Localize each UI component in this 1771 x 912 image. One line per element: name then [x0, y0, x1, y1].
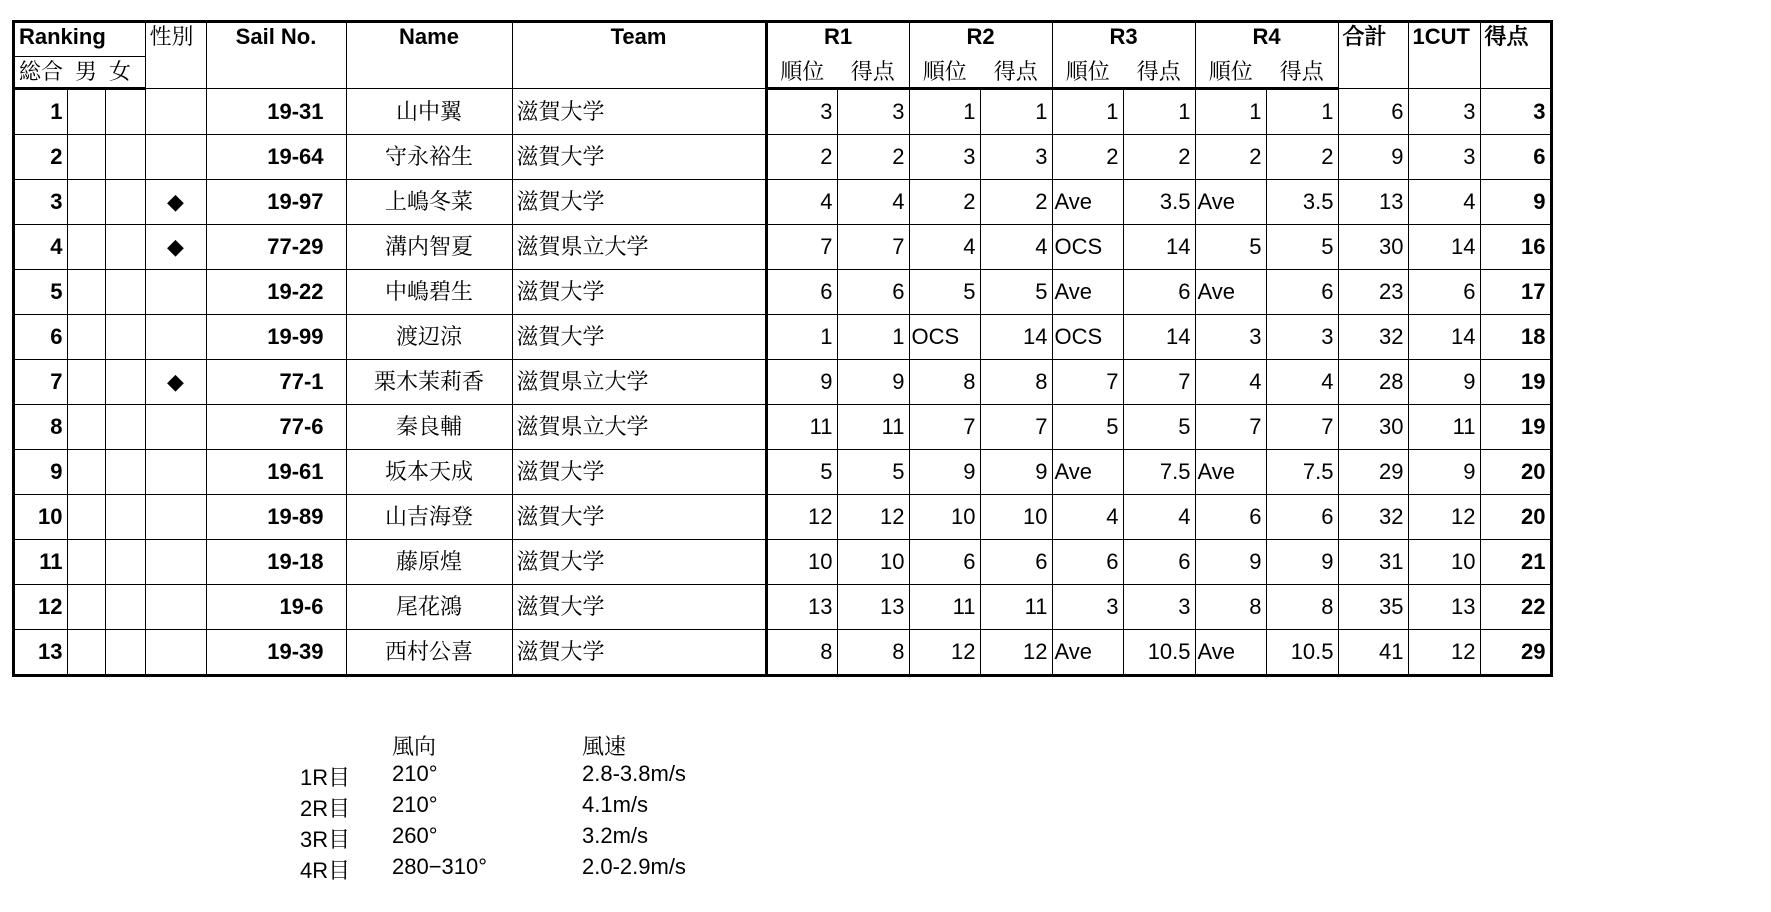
- female-marker-icon: ◆: [145, 360, 206, 405]
- r4-points: 10.5: [1266, 630, 1338, 676]
- total-points: 30: [1338, 225, 1408, 270]
- table-row: [14, 225, 1552, 270]
- r3-points: 4: [1123, 495, 1195, 540]
- female-rank: [105, 135, 145, 180]
- team-name: 滋賀県立大学: [512, 225, 766, 270]
- cut-points: 14: [1408, 315, 1480, 360]
- total-points: 41: [1338, 630, 1408, 676]
- r2-place: 2: [909, 180, 980, 225]
- female-rank: [105, 630, 145, 676]
- total-points: 32: [1338, 495, 1408, 540]
- wind-race-label: 4R目: [300, 858, 351, 883]
- header-r2-points: 得点: [980, 57, 1052, 89]
- r1-points: 10: [837, 540, 909, 585]
- net-score: 3: [1480, 89, 1551, 135]
- sail-number: 19-22: [206, 270, 346, 315]
- r3-place: 7: [1052, 360, 1123, 405]
- r3-place: Ave: [1052, 450, 1123, 495]
- female-marker-icon: ◆: [145, 180, 206, 225]
- sailor-name: 中嶋碧生: [346, 270, 512, 315]
- header-overall: 総合: [14, 57, 68, 89]
- net-score: 20: [1480, 450, 1551, 495]
- team-name: 滋賀大学: [512, 630, 766, 676]
- r1-place: 12: [766, 495, 837, 540]
- r2-place: 10: [909, 495, 980, 540]
- table-row: [14, 135, 1552, 180]
- r4-points: 6: [1266, 495, 1338, 540]
- net-score: 6: [1480, 135, 1551, 180]
- r4-place: 8: [1195, 585, 1266, 630]
- r4-points: 2: [1266, 135, 1338, 180]
- r2-place: 9: [909, 450, 980, 495]
- male-rank: [67, 630, 105, 676]
- net-score: 21: [1480, 540, 1551, 585]
- female-rank: [105, 225, 145, 270]
- net-score: 22: [1480, 585, 1551, 630]
- r2-points: 2: [980, 180, 1052, 225]
- r1-place: 7: [766, 225, 837, 270]
- header-team: Team: [512, 22, 766, 89]
- r1-place: 11: [766, 405, 837, 450]
- male-rank: [67, 270, 105, 315]
- table-row: [14, 360, 1552, 405]
- sailor-name: 尾花鴻: [346, 585, 512, 630]
- r1-points: 1: [837, 315, 909, 360]
- cut-points: 3: [1408, 89, 1480, 135]
- overall-rank: 3: [14, 180, 68, 225]
- r1-place: 10: [766, 540, 837, 585]
- table-row: [14, 630, 1552, 676]
- r2-place: 12: [909, 630, 980, 676]
- r1-points: 9: [837, 360, 909, 405]
- total-points: 23: [1338, 270, 1408, 315]
- r2-points: 7: [980, 405, 1052, 450]
- table-row: [14, 89, 1552, 135]
- sailor-name: 藤原煌: [346, 540, 512, 585]
- wind-direction-value: 210°: [392, 792, 438, 817]
- team-name: 滋賀大学: [512, 89, 766, 135]
- net-score: 20: [1480, 495, 1551, 540]
- r4-points: 3: [1266, 315, 1338, 360]
- r3-points: 3.5: [1123, 180, 1195, 225]
- r4-place: 9: [1195, 540, 1266, 585]
- r4-place: Ave: [1195, 180, 1266, 225]
- sail-number: 19-97: [206, 180, 346, 225]
- sailor-name: 山吉海登: [346, 495, 512, 540]
- female-rank: [105, 585, 145, 630]
- cut-points: 13: [1408, 585, 1480, 630]
- team-name: 滋賀大学: [512, 540, 766, 585]
- team-name: 滋賀大学: [512, 180, 766, 225]
- male-rank: [67, 540, 105, 585]
- r4-points: 1: [1266, 89, 1338, 135]
- female-rank: [105, 360, 145, 405]
- header-r3-place: 順位: [1052, 57, 1123, 89]
- team-name: 滋賀県立大学: [512, 405, 766, 450]
- team-name: 滋賀大学: [512, 315, 766, 360]
- female-marker-icon: ◆: [145, 225, 206, 270]
- r4-place: 5: [1195, 225, 1266, 270]
- r4-points: 6: [1266, 270, 1338, 315]
- header-sail-no: Sail No.: [206, 22, 346, 89]
- header-cut: 1CUT: [1408, 22, 1480, 89]
- r4-place: Ave: [1195, 270, 1266, 315]
- female-rank: [105, 270, 145, 315]
- total-points: 32: [1338, 315, 1408, 360]
- wind-speed-value: 4.1m/s: [582, 792, 649, 817]
- r3-place: 3: [1052, 585, 1123, 630]
- r1-points: 4: [837, 180, 909, 225]
- r2-points: 5: [980, 270, 1052, 315]
- r3-place: 1: [1052, 89, 1123, 135]
- female-marker-icon: [145, 135, 206, 180]
- female-rank: [105, 89, 145, 135]
- r3-points: 5: [1123, 405, 1195, 450]
- overall-rank: 2: [14, 135, 68, 180]
- header-ranking: Ranking: [14, 22, 146, 57]
- sail-number: 19-39: [206, 630, 346, 676]
- cut-points: 12: [1408, 630, 1480, 676]
- r2-points: 3: [980, 135, 1052, 180]
- r4-points: 3.5: [1266, 180, 1338, 225]
- net-score: 17: [1480, 270, 1551, 315]
- wind-speed-value: 2.8-3.8m/s: [582, 761, 686, 786]
- r2-points: 10: [980, 495, 1052, 540]
- wind-direction-label: 風向: [392, 734, 437, 759]
- sail-number: 19-18: [206, 540, 346, 585]
- sail-number: 77-1: [206, 360, 346, 405]
- header-name: Name: [346, 22, 512, 89]
- r3-place: OCS: [1052, 225, 1123, 270]
- r3-place: 2: [1052, 135, 1123, 180]
- r2-points: 8: [980, 360, 1052, 405]
- header-r4-place: 順位: [1195, 57, 1266, 89]
- total-points: 9: [1338, 135, 1408, 180]
- header-score: 得点: [1480, 22, 1551, 89]
- r4-place: 1: [1195, 89, 1266, 135]
- r3-place: Ave: [1052, 630, 1123, 676]
- male-rank: [67, 135, 105, 180]
- r1-points: 6: [837, 270, 909, 315]
- r2-points: 1: [980, 89, 1052, 135]
- r2-place: 3: [909, 135, 980, 180]
- header-gender: 性別: [145, 22, 206, 89]
- female-marker-icon: [145, 540, 206, 585]
- male-rank: [67, 360, 105, 405]
- overall-rank: 7: [14, 360, 68, 405]
- r1-place: 3: [766, 89, 837, 135]
- sailor-name: 渡辺涼: [346, 315, 512, 360]
- overall-rank: 1: [14, 89, 68, 135]
- r3-place: Ave: [1052, 180, 1123, 225]
- r1-points: 11: [837, 405, 909, 450]
- cut-points: 4: [1408, 180, 1480, 225]
- female-rank: [105, 495, 145, 540]
- r1-place: 13: [766, 585, 837, 630]
- wind-race-label: 1R目: [300, 765, 351, 790]
- wind-direction-value: 260°: [392, 823, 438, 848]
- male-rank: [67, 585, 105, 630]
- table-row: [14, 405, 1552, 450]
- r1-place: 6: [766, 270, 837, 315]
- male-rank: [67, 450, 105, 495]
- sailor-name: 山中翼: [346, 89, 512, 135]
- sailor-name: 秦良輔: [346, 405, 512, 450]
- table-row: [14, 495, 1552, 540]
- sail-number: 19-64: [206, 135, 346, 180]
- overall-rank: 11: [14, 540, 68, 585]
- net-score: 19: [1480, 360, 1551, 405]
- overall-rank: 4: [14, 225, 68, 270]
- sail-number: 19-99: [206, 315, 346, 360]
- female-marker-icon: [145, 495, 206, 540]
- male-rank: [67, 315, 105, 360]
- overall-rank: 12: [14, 585, 68, 630]
- r2-points: 9: [980, 450, 1052, 495]
- wind-speed-value: 3.2m/s: [582, 823, 649, 848]
- r1-place: 9: [766, 360, 837, 405]
- r3-points: 7: [1123, 360, 1195, 405]
- header-r3: R3: [1052, 22, 1195, 57]
- r2-points: 6: [980, 540, 1052, 585]
- overall-rank: 9: [14, 450, 68, 495]
- total-points: 35: [1338, 585, 1408, 630]
- r3-points: 6: [1123, 540, 1195, 585]
- r1-points: 7: [837, 225, 909, 270]
- table-row: [14, 450, 1552, 495]
- female-marker-icon: [145, 405, 206, 450]
- cut-points: 11: [1408, 405, 1480, 450]
- r2-place: 8: [909, 360, 980, 405]
- r2-points: 14: [980, 315, 1052, 360]
- female-rank: [105, 540, 145, 585]
- sailor-name: 西村公喜: [346, 630, 512, 676]
- header-r1-points: 得点: [837, 57, 909, 89]
- wind-race-label: 3R目: [300, 827, 351, 852]
- r2-place: 7: [909, 405, 980, 450]
- net-score: 18: [1480, 315, 1551, 360]
- team-name: 滋賀大学: [512, 450, 766, 495]
- r3-points: 10.5: [1123, 630, 1195, 676]
- r2-place: 1: [909, 89, 980, 135]
- female-rank: [105, 180, 145, 225]
- overall-rank: 10: [14, 495, 68, 540]
- female-rank: [105, 315, 145, 360]
- r2-points: 4: [980, 225, 1052, 270]
- r4-points: 5: [1266, 225, 1338, 270]
- table-row: [14, 270, 1552, 315]
- r1-points: 3: [837, 89, 909, 135]
- r4-points: 4: [1266, 360, 1338, 405]
- female-marker-icon: [145, 630, 206, 676]
- r4-points: 7.5: [1266, 450, 1338, 495]
- male-rank: [67, 405, 105, 450]
- female-marker-icon: [145, 585, 206, 630]
- female-rank: [105, 450, 145, 495]
- cut-points: 9: [1408, 360, 1480, 405]
- team-name: 滋賀大学: [512, 270, 766, 315]
- r4-points: 7: [1266, 405, 1338, 450]
- table-row: [14, 180, 1552, 225]
- team-name: 滋賀大学: [512, 495, 766, 540]
- cut-points: 3: [1408, 135, 1480, 180]
- overall-rank: 13: [14, 630, 68, 676]
- sailor-name: 坂本天成: [346, 450, 512, 495]
- r1-place: 2: [766, 135, 837, 180]
- r1-place: 8: [766, 630, 837, 676]
- r3-points: 14: [1123, 225, 1195, 270]
- header-r2-place: 順位: [909, 57, 980, 89]
- r4-place: Ave: [1195, 630, 1266, 676]
- net-score: 29: [1480, 630, 1551, 676]
- cut-points: 9: [1408, 450, 1480, 495]
- header-r2: R2: [909, 22, 1052, 57]
- total-points: 13: [1338, 180, 1408, 225]
- r1-points: 2: [837, 135, 909, 180]
- r3-points: 2: [1123, 135, 1195, 180]
- r3-points: 3: [1123, 585, 1195, 630]
- header-total: 合計: [1338, 22, 1408, 89]
- total-points: 29: [1338, 450, 1408, 495]
- wind-direction-value: 210°: [392, 761, 438, 786]
- cut-points: 6: [1408, 270, 1480, 315]
- r3-points: 1: [1123, 89, 1195, 135]
- r2-place: 6: [909, 540, 980, 585]
- r3-place: 6: [1052, 540, 1123, 585]
- r4-points: 9: [1266, 540, 1338, 585]
- overall-rank: 6: [14, 315, 68, 360]
- total-points: 6: [1338, 89, 1408, 135]
- female-marker-icon: [145, 270, 206, 315]
- results-table: [12, 20, 1553, 677]
- wind-race-label: 2R目: [300, 796, 351, 821]
- female-rank: [105, 405, 145, 450]
- cut-points: 12: [1408, 495, 1480, 540]
- cut-points: 10: [1408, 540, 1480, 585]
- r1-place: 1: [766, 315, 837, 360]
- sailor-name: 溝内智夏: [346, 225, 512, 270]
- r3-points: 7.5: [1123, 450, 1195, 495]
- r2-place: OCS: [909, 315, 980, 360]
- sail-number: 19-31: [206, 89, 346, 135]
- header-r4: R4: [1195, 22, 1338, 57]
- r1-points: 5: [837, 450, 909, 495]
- female-marker-icon: [145, 450, 206, 495]
- male-rank: [67, 89, 105, 135]
- r1-place: 4: [766, 180, 837, 225]
- overall-rank: 8: [14, 405, 68, 450]
- sail-number: 19-89: [206, 495, 346, 540]
- total-points: 28: [1338, 360, 1408, 405]
- r4-place: 7: [1195, 405, 1266, 450]
- r4-place: 6: [1195, 495, 1266, 540]
- r3-place: 5: [1052, 405, 1123, 450]
- male-rank: [67, 225, 105, 270]
- team-name: 滋賀大学: [512, 135, 766, 180]
- wind-speed-value: 2.0-2.9m/s: [582, 854, 686, 879]
- sail-number: 77-29: [206, 225, 346, 270]
- r1-points: 13: [837, 585, 909, 630]
- wind-speed-label: 風速: [582, 734, 627, 759]
- sailor-name: 上嶋冬菜: [346, 180, 512, 225]
- female-marker-icon: [145, 89, 206, 135]
- header-r1-place: 順位: [766, 57, 837, 89]
- r2-points: 12: [980, 630, 1052, 676]
- r4-place: 4: [1195, 360, 1266, 405]
- sail-number: 19-61: [206, 450, 346, 495]
- r4-points: 8: [1266, 585, 1338, 630]
- r2-place: 5: [909, 270, 980, 315]
- sailor-name: 栗木茉莉香: [346, 360, 512, 405]
- header-r3-points: 得点: [1123, 57, 1195, 89]
- net-score: 16: [1480, 225, 1551, 270]
- r4-place: Ave: [1195, 450, 1266, 495]
- table-row: [14, 315, 1552, 360]
- overall-rank: 5: [14, 270, 68, 315]
- wind-direction-value: 280−310°: [392, 854, 488, 879]
- r2-place: 11: [909, 585, 980, 630]
- r3-place: 4: [1052, 495, 1123, 540]
- total-points: 31: [1338, 540, 1408, 585]
- total-points: 30: [1338, 405, 1408, 450]
- r3-place: Ave: [1052, 270, 1123, 315]
- female-marker-icon: [145, 315, 206, 360]
- header-male: 男: [67, 57, 105, 89]
- team-name: 滋賀大学: [512, 585, 766, 630]
- results-body: [14, 89, 1552, 676]
- r1-place: 5: [766, 450, 837, 495]
- table-row: [14, 540, 1552, 585]
- net-score: 9: [1480, 180, 1551, 225]
- cut-points: 14: [1408, 225, 1480, 270]
- header-r4-points: 得点: [1266, 57, 1338, 89]
- sailor-name: 守永裕生: [346, 135, 512, 180]
- team-name: 滋賀県立大学: [512, 360, 766, 405]
- r4-place: 3: [1195, 315, 1266, 360]
- male-rank: [67, 495, 105, 540]
- header-female: 女: [105, 57, 145, 89]
- r3-points: 14: [1123, 315, 1195, 360]
- r1-points: 8: [837, 630, 909, 676]
- r2-place: 4: [909, 225, 980, 270]
- sail-number: 19-6: [206, 585, 346, 630]
- male-rank: [67, 180, 105, 225]
- r2-points: 11: [980, 585, 1052, 630]
- r3-place: OCS: [1052, 315, 1123, 360]
- r4-place: 2: [1195, 135, 1266, 180]
- sail-number: 77-6: [206, 405, 346, 450]
- header-r1: R1: [766, 22, 909, 57]
- table-row: [14, 585, 1552, 630]
- net-score: 19: [1480, 405, 1551, 450]
- r1-points: 12: [837, 495, 909, 540]
- r3-points: 6: [1123, 270, 1195, 315]
